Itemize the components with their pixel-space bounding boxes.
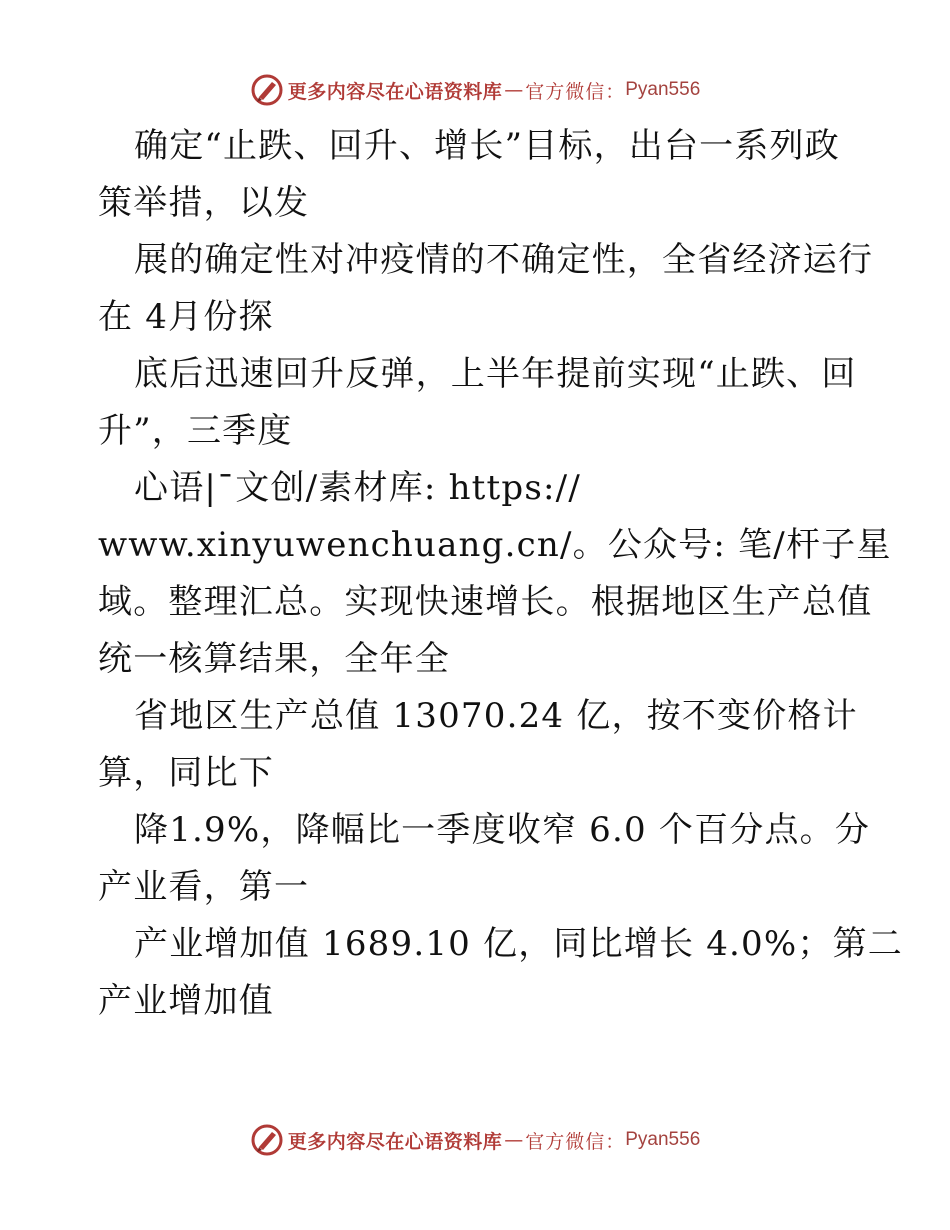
body-line-14: 产业看，第一: [98, 867, 310, 907]
banner-wechat-label: 官方微信：: [525, 1130, 626, 1153]
banner-brand-text: 更多内容尽在心语资料库: [287, 80, 503, 103]
body-line-9: 域。整理汇总。实现快速增长。根据地区生产总值: [98, 582, 873, 622]
body-line-11: 省地区生产总值 13070.24 亿，按不变价格计: [134, 696, 858, 736]
banner-wechat-id: Pyan556: [625, 1129, 701, 1150]
pen-seal-logo-icon: [250, 73, 284, 107]
footer-banner: [0, 1122, 950, 1158]
banner-dash: —: [504, 79, 524, 101]
header-banner: [0, 72, 950, 108]
pen-seal-logo-icon: [250, 1123, 284, 1157]
body-line-6: 升”，三季度: [98, 411, 293, 451]
body-line-7: 心语|¯文创/素材库: https://: [134, 468, 581, 508]
body-line-15: 产业增加值 1689.10 亿，同比增长 4.0%；第二: [134, 924, 903, 964]
body-line-10: 统一核算结果，全年全: [98, 639, 450, 679]
document-body: [98, 118, 903, 1030]
body-line-2: 策举措，以发: [98, 183, 310, 223]
body-line-1: 确定“止跌、回升、增长”目标，出台一系列政: [134, 126, 840, 166]
body-line-4: 在 4月份探: [98, 297, 274, 337]
body-line-12: 算，同比下: [98, 753, 274, 793]
body-line-5: 底后迅速回升反弹，上半年提前实现“止跌、回: [134, 354, 857, 394]
body-line-16: 产业增加值: [98, 981, 274, 1021]
body-line-8: www.xinyuwenchuang.cn/。公众号: 笔/杆子星: [98, 525, 892, 565]
banner-wechat-label: 官方微信：: [525, 80, 626, 103]
banner-dash: —: [504, 1129, 524, 1151]
banner-wechat-id: Pyan556: [625, 79, 701, 100]
banner-brand-text: 更多内容尽在心语资料库: [287, 1130, 503, 1153]
body-line-3: 展的确定性对冲疫情的不确定性，全省经济运行: [134, 240, 874, 280]
body-line-13: 降1.9%，降幅比一季度收窄 6.0 个百分点。分: [134, 810, 871, 850]
